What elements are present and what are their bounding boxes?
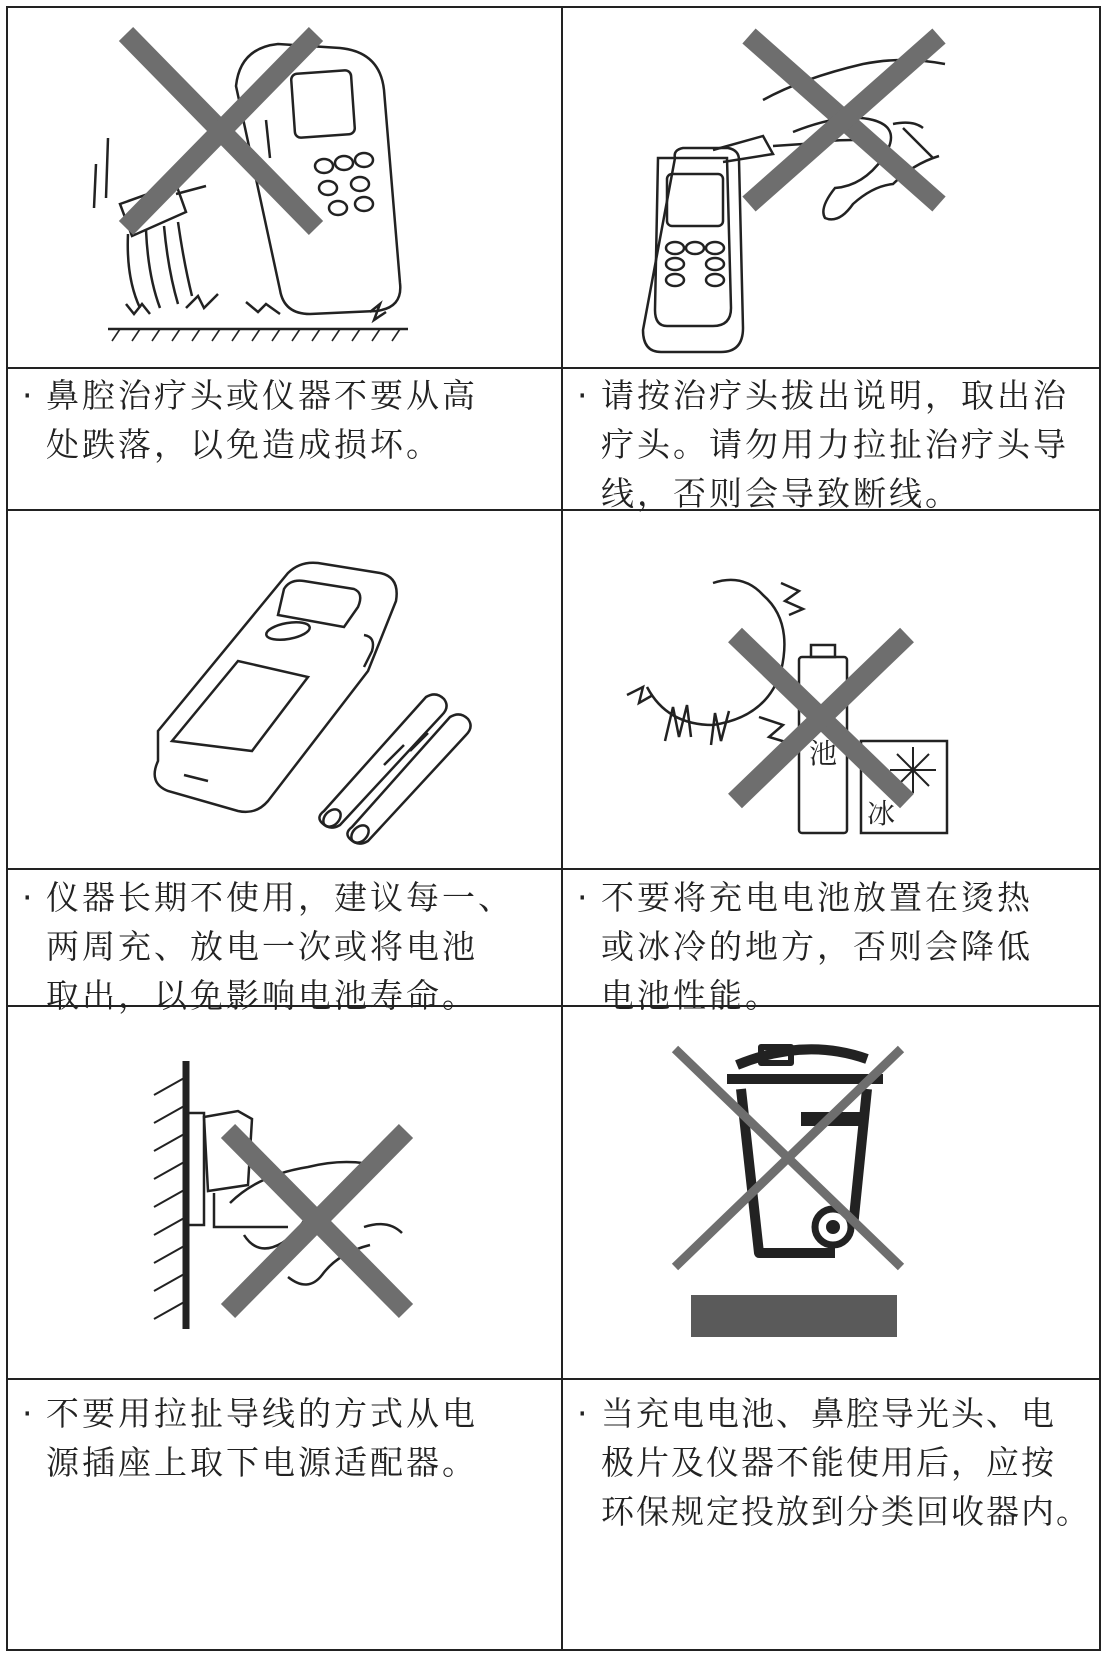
caption-recycling-advice bbox=[563, 1389, 1101, 1651]
bullet-mark: · bbox=[22, 376, 36, 415]
battery-temperature-icon bbox=[563, 511, 1101, 868]
caption-temperature-warning bbox=[563, 873, 1101, 1015]
caption-line: 鼻腔治疗头或仪器不要从高 bbox=[46, 376, 478, 415]
bullet-mark: · bbox=[22, 878, 36, 917]
caption-line: 线，否则会导致断线。 bbox=[601, 474, 961, 513]
pulling-probe-icon bbox=[563, 8, 1101, 367]
caption-line: 疗头。请勿用力拉扯治疗头导 bbox=[601, 425, 1069, 464]
caption-line: 仪器长期不使用，建议每一、 bbox=[46, 878, 514, 917]
bullet-mark: · bbox=[22, 1394, 36, 1433]
dropped-device-icon bbox=[8, 8, 561, 367]
row-divider bbox=[8, 868, 1099, 870]
caption-line: 极片及仪器不能使用后，应按 bbox=[601, 1443, 1056, 1482]
caption-line: 两周充、放电一次或将电池 bbox=[46, 927, 478, 966]
caption-line: 源插座上取下电源适配器。 bbox=[46, 1443, 478, 1482]
caption-line: 电池性能。 bbox=[601, 976, 781, 1015]
caption-line: 不要用拉扯导线的方式从电 bbox=[46, 1394, 478, 1433]
battery-removal-icon bbox=[8, 511, 561, 868]
caption-line: 当充电电池、鼻腔导光头、电 bbox=[601, 1394, 1056, 1433]
row-divider bbox=[8, 367, 1099, 369]
warnings-sheet bbox=[6, 6, 1101, 1651]
ice-label: 冰 bbox=[866, 797, 896, 830]
row-divider bbox=[8, 1378, 1099, 1380]
weee-bin-illustration bbox=[563, 1007, 1101, 1378]
pulling-probe-illustration bbox=[563, 8, 1101, 367]
caption-drop-warning bbox=[8, 371, 561, 507]
caption-line: 环保规定投放到分类回收器内。 bbox=[601, 1492, 1091, 1531]
dropped-device-illustration bbox=[8, 8, 561, 367]
battery-label-bottom: 池 bbox=[808, 737, 838, 770]
weee-bin-icon bbox=[563, 1007, 1101, 1378]
unplug-adapter-icon bbox=[8, 1007, 561, 1378]
caption-storage-advice bbox=[8, 873, 561, 1015]
bullet-mark: · bbox=[577, 878, 591, 917]
battery-temperature-illustration bbox=[563, 511, 1101, 868]
weee-underline-bar bbox=[691, 1295, 897, 1337]
caption-line: 请按治疗头拔出说明，取出治 bbox=[601, 376, 1069, 415]
caption-line: 或冰冷的地方，否则会降低 bbox=[601, 927, 1033, 966]
bullet-mark: · bbox=[577, 376, 591, 415]
caption-line: 不要将充电电池放置在烫热 bbox=[601, 878, 1033, 917]
battery-removal-illustration bbox=[8, 511, 561, 868]
bullet-mark: · bbox=[577, 1394, 590, 1433]
caption-line: 取出，以免影响电池寿命。 bbox=[46, 976, 478, 1015]
caption-line: 处跌落，以免造成损坏。 bbox=[46, 425, 442, 464]
caption-probe-removal bbox=[563, 371, 1101, 513]
unplug-adapter-illustration bbox=[8, 1007, 561, 1378]
caption-unplug-warning bbox=[8, 1389, 561, 1651]
